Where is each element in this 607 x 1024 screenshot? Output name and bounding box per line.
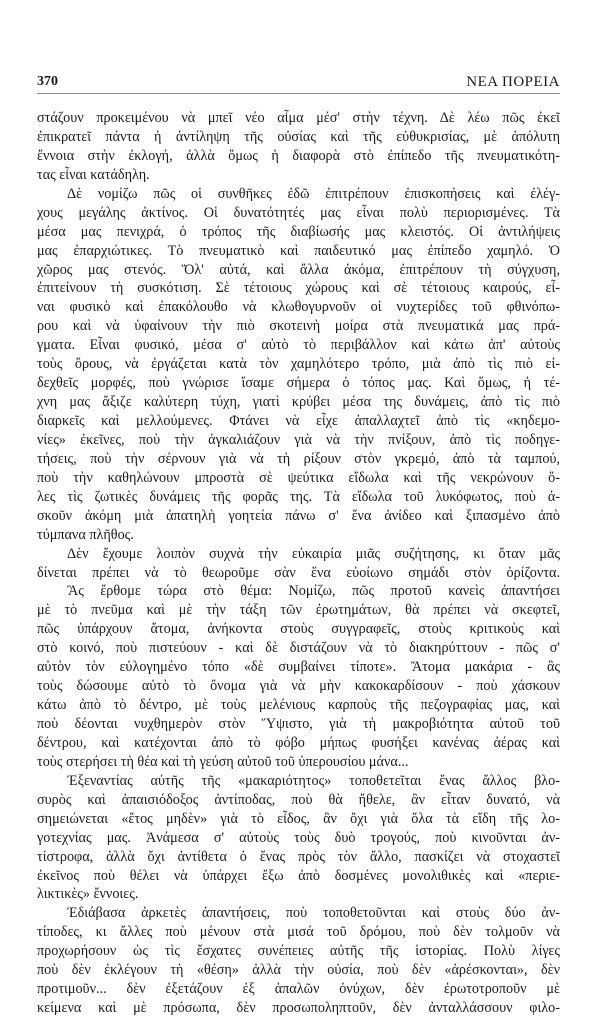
text-line: τοὺς δώσουμε αὐτὸ τὸ ὄνομα γιὰ νὰ μὴν κακοκαρδίσουν - ποὺ χάσκουν — [37, 678, 560, 695]
text-line: Ἐξεναντίας αὐτῆς τῆς «μακαριότητος» τοποθετεῖται ἕνας ἄλλος βλο- — [67, 772, 560, 789]
text-line: πῶς ὑπάρχουν ἄτομα, ἀνήκοντα στοὺς συγγραφεῖς, στοὺς κριτικοὺς καὶ — [37, 621, 560, 638]
text-line: γματα. Εἶναι φυσικό, μέσα σ' αὐτὸ τὸ περιβάλλον καὶ κάτω ἀπ' αὐτοὺς — [37, 337, 560, 354]
page-number: 370 — [37, 74, 58, 89]
text-line: τύμπανα πλῆθος. — [37, 526, 134, 543]
text-line: στὸ κοινό, ποὺ πιστεύουν - καὶ δὲ διστάζουν νὰ τὸ διακηρύττουν - πῶς σ' — [37, 640, 560, 657]
text-line: ποὺ δὲν ἐκλέγουν τὴ «θέση» ἀλλὰ τὴν οὐσία, ποὺ δὲν «ἀρέσκονται», δὲν — [37, 962, 560, 979]
text-line: προτιμοῦν... δὲν ἐξετάζουν ἐξ ἁπαλῶν ὀνύχων, δὲν ἐρωτοτροποῦν μὲ — [37, 981, 560, 998]
text-line: Ἐδιάβασα ἀρκετὲς ἀπαντήσεις, ποὺ τοποθετοῦνται καὶ στοὺς δύο ἀν- — [67, 905, 560, 922]
text-line: ἐπικρατεῖ πάντα ἡ ἀντίληψη τῆς οὐσίας καὶ τῆς εὐθυκρισίας, μὲ ἀπόλυτη — [37, 128, 560, 145]
body-text — [37, 109, 560, 1018]
header-rule — [37, 93, 560, 94]
text-line: τοὺς ὅρους, νὰ ἐργάζεται κατὰ τὸν χαμηλότερο τρόπο, μιὰ ἀπὸ τὶς πιὸ εἰ- — [37, 356, 560, 373]
text-line: κάτω ἀπὸ τὸ δέντρο, μὲ τοὺς μελένιους καρποὺς τῆς πεζογραφίας μας, καὶ — [37, 697, 560, 714]
text-line: σημειώνεται «ἔτος μηδὲν» γιὰ τὸ εἶδος, ἂν ὄχι γιὰ ὅλα τὰ εἴδη τῆς λο- — [37, 810, 560, 827]
text-line: χνη μας ἄξιζε καλύτερη τύχη, γιατὶ κρύβει μέσα της δυνάμεις, ἀπὸ τὶς πιὸ — [37, 394, 560, 411]
text-line: τας εἶναι κατάδηλη. — [37, 166, 150, 183]
text-line: ἐκεῖνος ποὺ θέλει νὰ ὑπάρχει ἔξω ἀπὸ δοσμένες μονολιθικὲς καὶ «περιε- — [37, 867, 560, 884]
text-line: αὐτὸν τὸν εὐλογημένο τόπο «δὲ συμβαίνει τίποτε». Ἄτομα μακάρια - ἂς — [37, 659, 560, 676]
text-line: Δὲ νομίζω πῶς οἱ συνθῆκες ἐδῶ ἐπιτρέπουν ἐπισκοπήσεις καὶ ἐλέγ- — [67, 185, 560, 202]
text-line: μέσα μας πενιχρά, ὁ τρόπος τῆς διαβίωσής μας κλειστός. Οἱ ἀντιλήψεις — [37, 223, 560, 240]
text-line: δίνεται πρέπει νὰ τὸ θεωροῦμε σὰν ἕνα εὐοίωνο σημάδι στὸν ὁρίζοντα. — [37, 564, 560, 581]
text-line: λικτικὲς» ἔννοιες. — [37, 886, 139, 903]
text-line: Δὲν ἔχουμε λοιπὸν συχνὰ τὴν εὐκαιρία μιᾶς συζήτησης, κι ὅταν μᾶς — [67, 545, 560, 562]
text-line: προχωρήσουν ὡς τὶς ἔσχατες συνέπειες αὐτῆς τῆς ἱστορίας. Πολὺ λίγες — [37, 943, 560, 960]
text-line: δεχθεῖς μορφές, ποὺ γνώρισε ἴσαμε σήμερα ὁ τόπος μας. Καὶ ὅμως, ἡ τέ- — [37, 375, 560, 392]
text-line: διαρκεῖς καὶ μελλούμενες. Φτάνει νὰ εἶχε ἀπαλλαχτεῖ ἀπὸ τὶς «κηδεμο- — [37, 413, 560, 429]
running-title: ΝΕΑ ΠΟΡΕΙΑ — [466, 74, 560, 90]
text-line: κείμενα καὶ μὲ πρόσωπα, δὲν προσωποληπτοῦν, δὲν ἀνταλλάσσουν φιλο- — [37, 1000, 560, 1017]
text-line: ρου καὶ νὰ ὑφαίνουν τὴν πιὸ σκοτεινὴ μοίρα στὰ πνευματικά μας πρά- — [37, 318, 560, 335]
text-line: λες τὶς ζωτικὲς δυνάμεις τῆς φορᾶς της. Τὰ εἴδωλα τοῦ λυκόφωτος, ποὺ ἀ- — [37, 488, 560, 505]
text-line: Ἂς ἔρθομε τώρα στὸ θέμα: Νομίζω, πῶς προτοῦ κανεὶς ἀπαντήσει — [67, 583, 560, 600]
text-line: μὲ τὸ πνεῦμα καὶ μὲ τὴν τάξη τῶν ἐρωτημάτων, θὰ πρέπει νὰ σκεφτεῖ, — [37, 602, 560, 619]
text-line: τήσεις, ποὺ τὴν σέρνουν γιὰ νὰ τὴ ρίξουν στὸν γκρεμό, ἀπὸ τὰ ταμπού, — [37, 450, 560, 467]
text-line: ποὺ δέονται νυχθημερὸν στὸν Ὕψιστο, γιὰ τὴ μακροβιότητα αὐτοῦ τοῦ — [37, 716, 560, 732]
text-line: δέντρου, καὶ κατέχονται ἀπὸ τὸ φόβο μήπως φυσήξει κανένας ἀέρας καὶ — [37, 734, 560, 751]
text-line: ἔννοια στὴν ἐκλογή, ἀλλὰ ὅμως ἡ διαφορὰ στὸ ἐπίπεδο τῆς πνευματικότη- — [37, 147, 560, 164]
text-line: τοὺς στερήσει τὴ θέα καὶ τὴ γεύση αὐτοῦ τοῦ ὑπερουσίου μάνα... — [37, 753, 409, 770]
text-line: συρὸς καὶ ἀπαισιόδοξος ἀντίποδας, ποὺ θὰ ἤθελε, ἂν εἶταν δυνατό, νὰ — [37, 791, 560, 808]
text-line: ἐπιτείνουν τὴ συσκότιση. Σὲ τέτοιους χώρους καὶ σὲ τέτοιους καιρούς, εἶ- — [37, 280, 560, 297]
text-line: χους μεγάλης ἀκτίνος. Οἱ δυνατότητές μας εἶναι πολὺ περιορισμένες. Τὰ — [37, 204, 560, 221]
text-line: γοτεχνίας μας. Ἀνάμεσα σ' αὐτοὺς τοὺς δυὸ τρογούς, ποὺ κινοῦνται ἀν- — [37, 829, 560, 846]
text-line: τίστροφα, ἀλλὰ ὄχι ἀντίθετα ὁ ἕνας πρὸς τὸν ἄλλο, πασκίζει νὰ στοχαστεῖ — [37, 848, 560, 865]
text-line: ναι φυσικὸ καὶ ἐπακόλουθο νὰ κλωθογυρνοῦν οἱ νυχτερίδες τοῦ φθινόπω- — [37, 299, 560, 316]
running-header — [37, 74, 560, 94]
text-line: μας ἐπαρχιώτικες. Τὸ πνευματικὸ καὶ παιδευτικό μας ἐπίπεδο χαμηλό. Ὁ — [37, 242, 560, 259]
text-line: χῶρος μας στενός. Ὅλ' αὐτά, καὶ ἄλλα ἀκόμα, ἐπιτρέπουν τὴ σύγχυση, — [37, 261, 560, 278]
text-line: νίες» ἐκεῖνες, ποὺ τὴν ἀγκαλιάζουν γιὰ νὰ τὴν πνίξουν, ἀπὸ τὶς ποδηγε- — [37, 431, 560, 448]
text-line: ποὺ τὴν καθηλώνουν μπροστὰ σὲ ψεύτικα εἴδωλα καὶ τῆς νεκρώνουν ὅ- — [37, 469, 560, 486]
text-line: σκοῦν ἀκόμη μιὰ ἀπατηλὴ γοητεία πάνω σ' ἕνα ἀνίδεο καὶ ξιπασμένο ἀπὸ — [37, 507, 560, 524]
text-line: στάζουν προκειμένου νὰ μπεῖ νέο αἷμα μέσ' στὴν τέχνη. Δὲ λέω πῶς ἐκεῖ — [37, 110, 560, 126]
text-line: τίποδες, κι ἄλλες ποὺ μένουν στὰ μισά τοῦ δρόμου, ποὺ δὲν τολμοῦν νὰ — [37, 924, 560, 941]
